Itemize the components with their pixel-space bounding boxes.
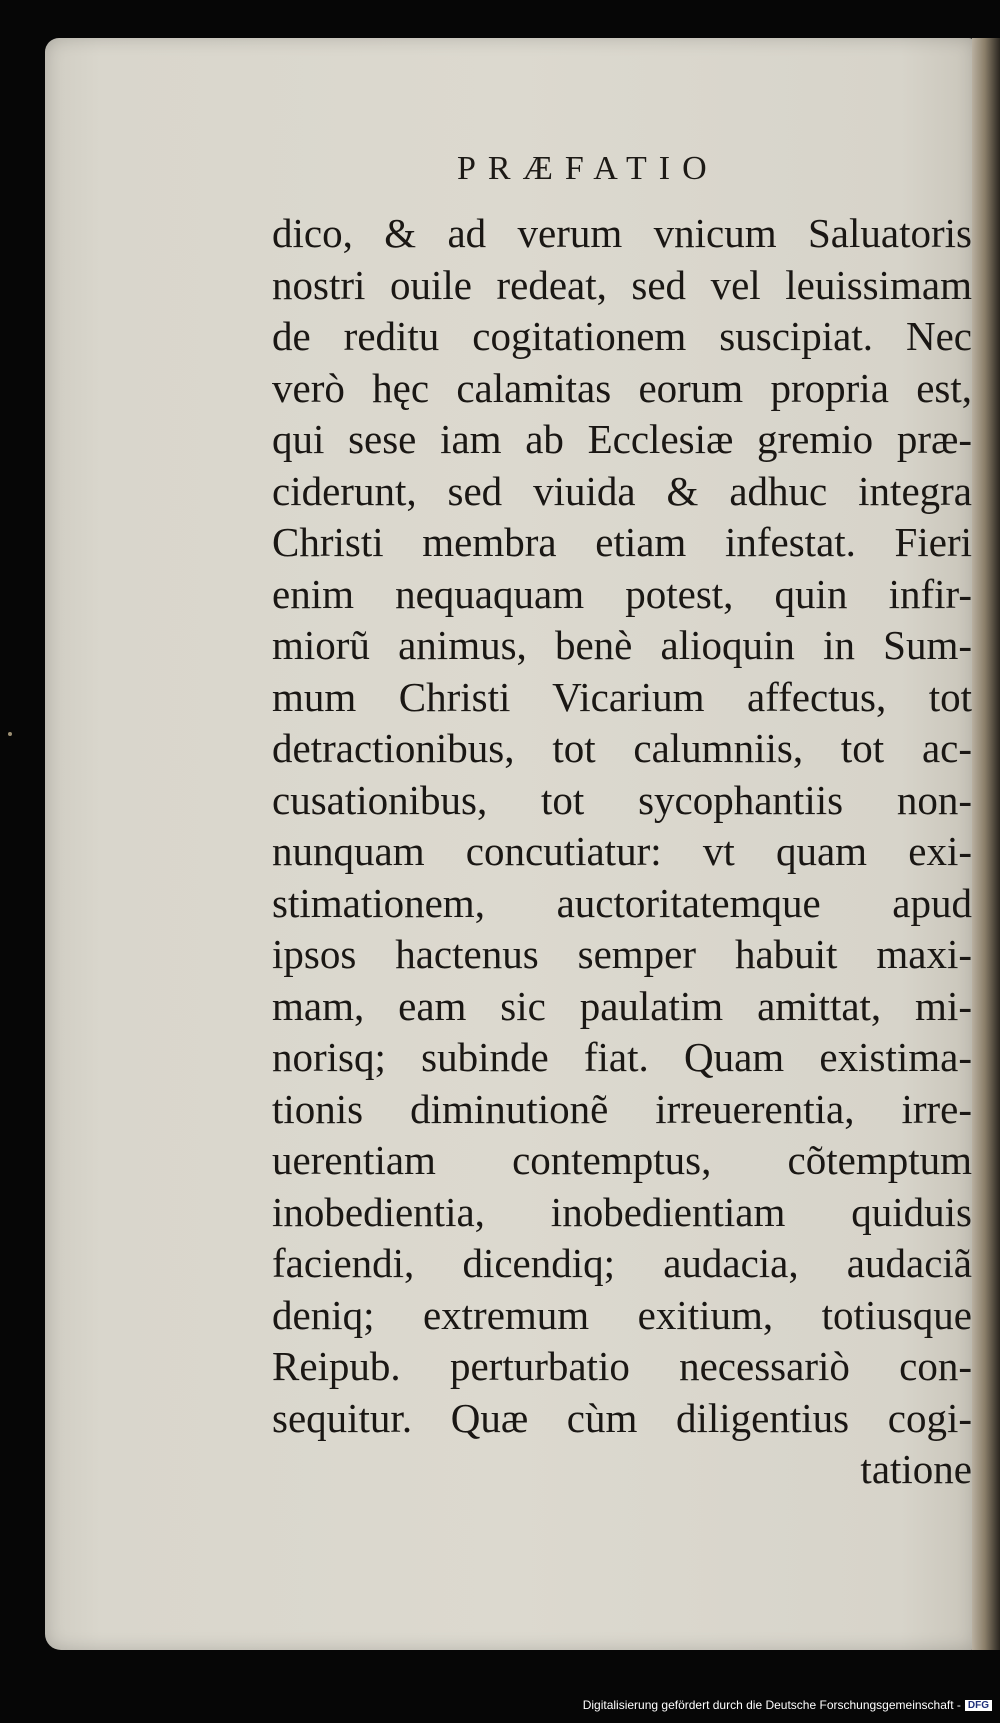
text-line: verò hęc calamitas eorum propria est, bbox=[272, 364, 972, 411]
text-line: deniq; extremum exitium, totiusque bbox=[272, 1291, 972, 1338]
text-line: norisq; subinde fiat. Quam existima- bbox=[272, 1034, 972, 1080]
text-line: ciderunt, sed viuida & adhuc integra bbox=[272, 467, 972, 514]
text-line: nunquam concutiatur: vt quam exi- bbox=[272, 828, 972, 874]
text-line: tionis diminutionẽ irreuerentia, irre- bbox=[272, 1085, 972, 1132]
text-line: qui sese iam ab Ecclesiæ gremio præ- bbox=[272, 416, 972, 462]
text-line: dico, & ad verum vnicum Saluatoris bbox=[272, 210, 972, 256]
text-line: tatione bbox=[860, 1446, 972, 1492]
text-line: cusationibus, tot sycophantiis non- bbox=[272, 776, 972, 823]
text-line: detractionibus, tot calumniis, tot ac- bbox=[272, 725, 972, 771]
text-line: uerentiam contemptus, cõtemptum bbox=[272, 1137, 972, 1183]
text-line: enim nequaquam potest, quin infir- bbox=[272, 570, 972, 617]
text-line: stimationem, auctoritatemque apud bbox=[272, 879, 972, 926]
footer-credit: Digitalisierung gefördert durch die Deutsche Forschungsgemeinschaft - bbox=[582, 1698, 961, 1712]
text-line: nostri ouile redeat, sed vel leuissimam bbox=[272, 261, 972, 308]
text-line: de reditu cogitationem suscipiat. Nec bbox=[272, 313, 972, 359]
text-line: ipsos hactenus semper habuit maxi- bbox=[272, 931, 972, 977]
dust-speck bbox=[8, 732, 12, 736]
text-line: Christi membra etiam infestat. Fieri bbox=[272, 519, 972, 565]
text-line: sequitur. Quæ cùm diligentius cogi- bbox=[272, 1394, 972, 1441]
text-line: miorũ animus, benè alioquin in Sum- bbox=[272, 622, 972, 668]
running-header: PRÆFATIO bbox=[457, 150, 719, 187]
body-text bbox=[272, 208, 972, 1496]
text-line: mum Christi Vicarium affectus, tot bbox=[272, 673, 972, 720]
text-line: inobedientia, inobedientiam quiduis bbox=[272, 1188, 972, 1235]
digitization-footer bbox=[0, 1698, 1000, 1718]
text-line: faciendi, dicendiq; audacia, audaciã bbox=[272, 1240, 972, 1286]
dfg-logo: DFG bbox=[965, 1700, 992, 1711]
text-line: mam, eam sic paulatim amittat, mi- bbox=[272, 982, 972, 1029]
text-line: Reipub. perturbatio necessariò con- bbox=[272, 1343, 972, 1389]
page-edge bbox=[972, 38, 1000, 1650]
